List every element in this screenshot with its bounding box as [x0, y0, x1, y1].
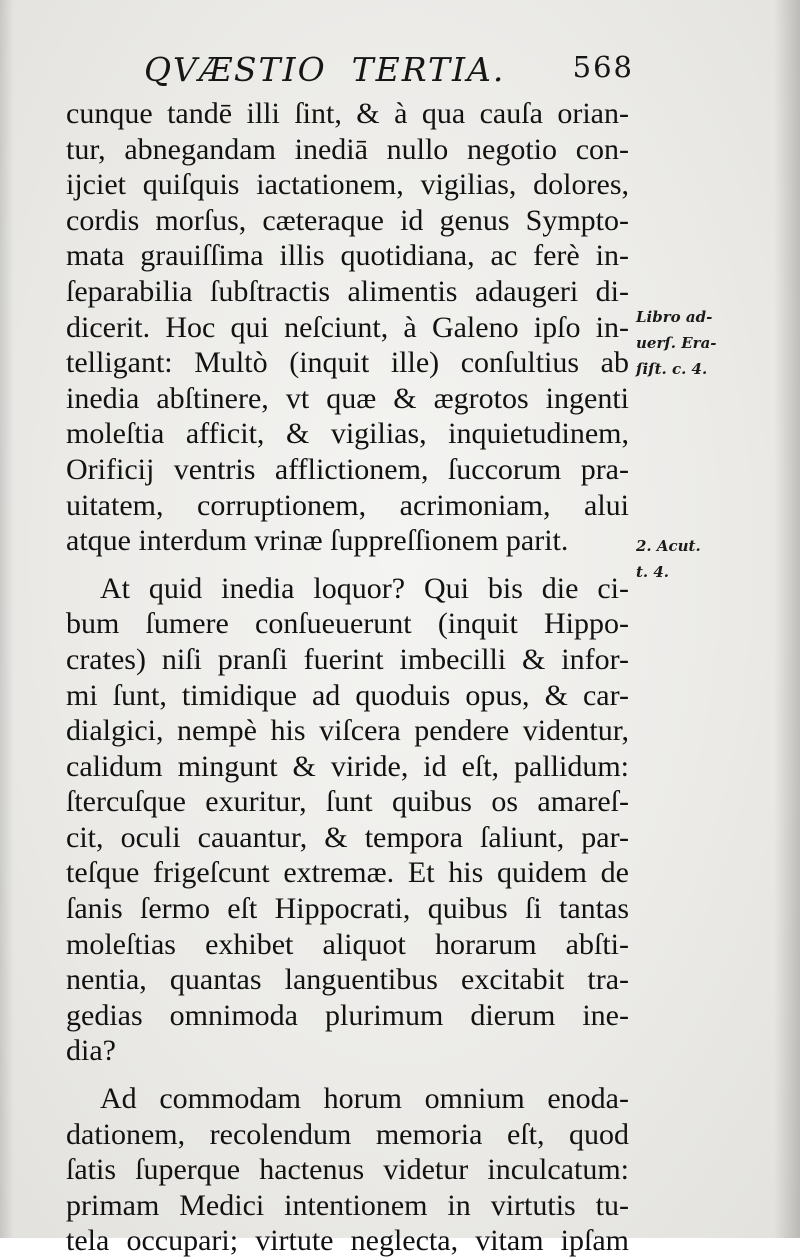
text-line: dialgici, nempè his viſcera pendere videntur,: [66, 714, 629, 748]
text-line: cit, oculi cauantur, & tempora ſaliunt, par-: [66, 820, 629, 854]
text-line: tur, abnegandam inediā nullo negotio con-: [66, 132, 629, 166]
text-line: dia?: [66, 1034, 116, 1068]
text-line: ijciet quiſquis iactationem, vigilias, dolores,: [66, 168, 629, 202]
text-line: inedia abſtinere, vt quæ & ægrotos ingenti: [66, 381, 629, 415]
text-line: primam Medici intentionem in virtutis tu-: [66, 1188, 629, 1222]
text-line: telligant: Multò (inquit ille) conſultius ab: [66, 346, 629, 380]
margin-note-hippocrates: [636, 533, 786, 585]
text-line: bum ſumere conſueuerunt (inquit Hippo-: [66, 607, 629, 641]
text-line: teſque frigeſcunt extremæ. Et his quidem de: [66, 856, 629, 890]
text-line: ſanis ſermo eſt Hippocrati, quibus ſi tantas: [66, 892, 629, 926]
text-line: At quid inedia loquor? Qui bis die ci-: [100, 571, 629, 605]
text-line: gedias omnimoda plurimum dierum ine-: [66, 998, 629, 1032]
margin-note-line: t. 4.: [636, 563, 670, 581]
text-line: crates) niſi pranſi fuerint imbecilli & infor-: [66, 642, 629, 676]
text-line: Ad commodam horum omnium enoda-: [100, 1082, 629, 1116]
text-line: cunque tandē illi ſint, & à qua cauſa orian-: [66, 97, 629, 130]
margin-note-galen: [636, 304, 786, 382]
text-line: atque interdum vrinæ ſuppreſſionem parit.: [66, 524, 569, 558]
text-line: Orificij ventris afflictionem, ſuccorum pra-: [66, 452, 629, 486]
text-line: ſatis ſuperque hactenus videtur inculcatum:: [66, 1153, 629, 1187]
text-line: nentia, quantas languentibus excitabit tra-: [66, 963, 629, 997]
margin-note-line: 2. Acut.: [636, 537, 701, 555]
text-line: ſeparabilia ſubſtractis alimentis adaugeri di-: [66, 274, 629, 308]
margin-note-line: uerſ. Era-: [636, 334, 717, 352]
margin-note-line: ſiſt. c. 4.: [636, 360, 708, 378]
text-line: dicerit. Hoc qui neſciunt, à Galeno ipſo in-: [66, 310, 629, 344]
running-header: [144, 50, 634, 94]
text-line: moleſtia afficit, & vigilias, inquietudinem,: [66, 417, 629, 451]
paragraph: [66, 571, 629, 1069]
text-line: dationem, recolendum memoria eſt, quod: [66, 1117, 629, 1151]
text-line: tela occupari; virtute neglecta, vitam ipſam: [66, 1224, 629, 1258]
body-text: [66, 96, 629, 1259]
text-line: calidum mingunt & viride, id eſt, pallidum:: [66, 749, 629, 783]
text-line: mi ſunt, timidique ad quoduis opus, & car-: [66, 678, 629, 712]
text-line: ſtercuſque exuritur, ſunt quibus os amareſ-: [66, 785, 629, 819]
text-line: moleſtias exhibet aliquot horarum abſti-: [66, 927, 629, 961]
margin-note-line: Libro ad-: [636, 308, 713, 326]
running-title: QVÆSTIO TERTIA.: [144, 50, 506, 89]
left-edge-shadow: [0, 0, 14, 1238]
text-line: cordis morſus, cæteraque id genus Sympto-: [66, 203, 629, 237]
text-line: uitatem, corruptionem, acrimoniam, alui: [66, 488, 629, 522]
text-line: mata grauiſſima illis quotidiana, ac ferè in-: [66, 239, 629, 273]
right-edge-shadow: [774, 0, 800, 1238]
paragraph: [66, 96, 629, 559]
page-number: 568: [572, 50, 634, 84]
paragraph: [66, 1081, 629, 1259]
